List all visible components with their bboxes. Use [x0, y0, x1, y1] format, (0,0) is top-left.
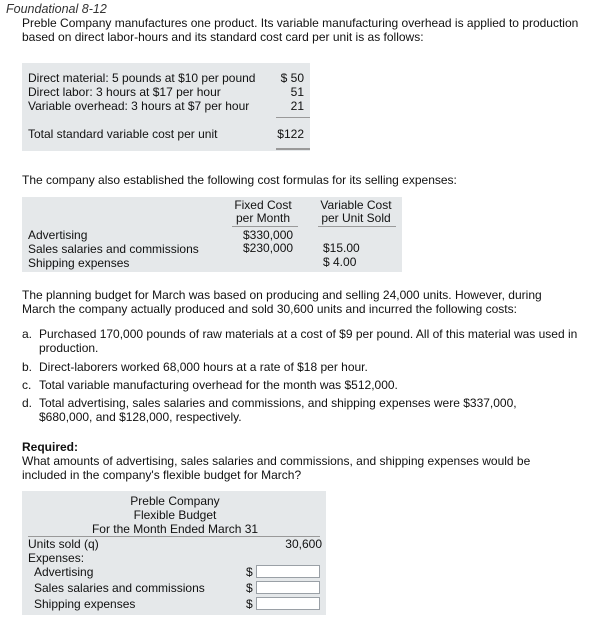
cost-row-labor-label: Direct labor: 3 hours at $17 per hour: [28, 85, 221, 99]
variable-cost-header-line2: per Unit Sold: [321, 211, 391, 225]
item-b-letter: b.: [22, 360, 33, 374]
variable-cost-header-line1: Variable Cost: [320, 198, 392, 212]
selling-row-shipping-variable: $ 4.00: [323, 255, 357, 269]
expenses-label: Expenses:: [28, 551, 85, 565]
item-c-text: Total variable manufacturing overhead for the month was $512,000.: [39, 378, 398, 392]
budget-advertising-label: Advertising: [34, 565, 94, 579]
intro-text: Preble Company manufactures one product. Its variable manufacturing overhead is applied to production based on direct labor-hours and its standard cost card per unit is as follows:: [22, 16, 579, 44]
fixed-cost-header-line2: per Month: [235, 211, 291, 225]
required-label: Required:: [22, 440, 79, 454]
selling-row-salaries-variable: $15.00: [323, 241, 360, 255]
budget-shipping-input[interactable]: [256, 597, 320, 610]
cost-total-label: Total standard variable cost per unit: [28, 127, 218, 141]
item-a-text: Purchased 170,000 pounds of raw materials at a cost of $9 per pound. All of this material was used in production.: [39, 327, 578, 355]
fixed-cost-header-rule: [232, 226, 298, 227]
selling-row-shipping-label: Shipping expenses: [28, 256, 130, 270]
budget-advertising-currency: $: [246, 565, 253, 579]
budget-period: For the Month Ended March 31: [91, 522, 259, 536]
selling-row-salaries-fixed: $230,000: [243, 241, 294, 255]
units-sold-label: Units sold (q): [28, 537, 99, 551]
budget-salaries-label: Sales salaries and commissions: [34, 581, 205, 595]
required-text: What amounts of advertising, sales salaries and commissions, and shipping expenses would be included in the company's flexible budget for March?: [22, 454, 531, 482]
cost-row-material-value: $ 50: [280, 71, 304, 85]
fixed-cost-header-line1: Fixed Cost: [234, 198, 292, 212]
budget-salaries-currency: $: [246, 581, 253, 595]
cost-total-value: $122: [277, 127, 304, 141]
variable-cost-header-rule: [318, 226, 396, 227]
cost-row-overhead-value: 21: [290, 99, 304, 113]
selling-row-advertising-label: Advertising: [28, 228, 88, 242]
budget-shipping-label: Shipping expenses: [34, 597, 136, 611]
fixed-cost-header: [226, 199, 300, 225]
cost-row-labor-value: 51: [290, 85, 304, 99]
cost-card-total-rule: [276, 148, 310, 150]
selling-intro-text: The company also established the following cost formulas for its selling expenses:: [22, 173, 457, 187]
cost-card-subtotal-rule: [276, 117, 310, 118]
selling-row-salaries-label: Sales salaries and commissions: [28, 242, 199, 256]
item-b-text: Direct-laborers worked 68,000 hours at a rate of $18 per hour.: [39, 360, 368, 374]
budget-advertising-input[interactable]: [256, 565, 320, 578]
planning-text: The planning budget for March was based on producing and selling 24,000 units. However, during March the company actually produced and sold 30,600 units and incurred the following costs:: [22, 288, 542, 316]
budget-shipping-currency: $: [246, 597, 253, 611]
units-sold-value: 30,600: [285, 537, 322, 551]
budget-company-name: Preble Company: [130, 494, 220, 508]
cost-row-overhead-label: Variable overhead: 3 hours at $7 per hour: [28, 99, 250, 113]
selling-row-advertising-fixed: $330,000: [243, 228, 294, 242]
item-d-letter: d.: [22, 396, 33, 410]
item-d-text: Total advertising, sales salaries and commissions, and shipping expenses were $337,000, $680,000, and $128,000, respectively.: [39, 396, 517, 424]
variable-cost-header: [312, 199, 400, 225]
item-a-letter: a.: [22, 327, 33, 341]
budget-title: Flexible Budget: [133, 508, 217, 522]
problem-title: Foundational 8-12: [6, 2, 107, 16]
budget-salaries-input[interactable]: [256, 581, 320, 594]
item-c-letter: c.: [22, 378, 32, 392]
cost-row-material-label: Direct material: 5 pounds at $10 per pound: [28, 71, 256, 85]
